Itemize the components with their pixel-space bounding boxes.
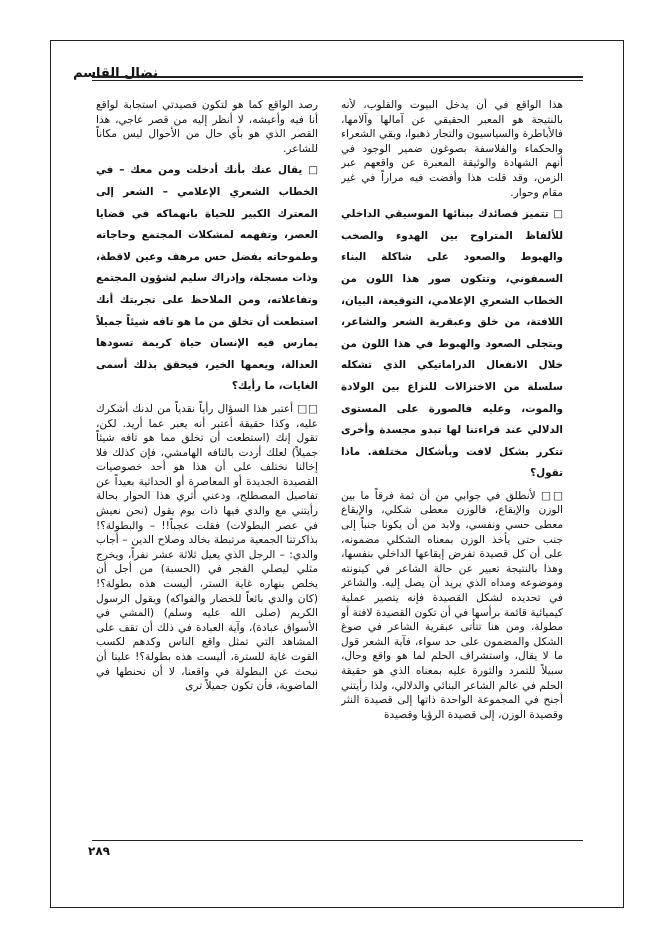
header-rule (92, 76, 583, 78)
paragraph: هذا الواقع في أن يدخل البيوت والقلوب، لأنه بالنتيجة هو المعبر الحقيقي عن آمالها وآلامها، فالأباطرة والسياسيون والتجار ذهبوا، وبقي الشعراء والحكماء والفلاسفة بصوغون ضمير الوجود في أنهم الشهادة والوثيقة المعبرة عن واقعهم عبر الزمن، وقد قلت هذا وأفضت فيه مراراً في غير مقام وحوار. (341, 99, 563, 199)
paragraph: □□ لأنطلق في جوابي من أن ثمة فرقاً ما بين الوزن والإيقاع، فالوزن معطى شكلي، والإيقاع معطى حسي ونفسي، ولابد من أن يكونا جنباً إلى جنب حتى يأخذ الوزن بمعناه الشكلي مضمونه، على أن كل قصيدة تفرض إيقاعها الداخلي بنفسها، وهذا بالنتيجة تعبير عن حالة الشاعر في كينونته وموضوعه ومداه الذي يريد أن يصل إليه. والشاعر في تحديده لشكل القصيدة فإنه يتصير عملية كيميائية قائمة برأسها في أن تكون القصيدة لافتة أو مطولة، ومن هنا تتأتى عبقرية الشاعر في صوغ الشكل والمضمون على حد سواء، فآية الشعر قول ما لا يقال، واستشراف الحلم لما هو واقع وحال، سبيلاً للتمرد والثورة عليه بمعناه الذي هو حقيقة الحلم في عالم الشاعر البنائي والدلالي، ولذا رأيتني أجنح في المجموعة الواحدة ذاتها إلى قصيدة النثر وقصيدة الوزن، إلى قصيدة الرؤيا وقصيدة (341, 489, 563, 721)
interview-question: □ يقال عنك بأنك أدخلت ومن معك – في الخطاب الشعري الإعلامي – الشعر إلى المعترك الكبير للحياة بانهماكه في قضايا العصر، وتفهمه لمشكلات المجتمع وحاجاته وطموحاته بفضل حس مرهف وعين لاقطة، وذات مسجلة، وإدراك سليم لشؤون المجتمع وتفاعلاته، ومن الملاحظ على تجربتك أنك استطعت أن تخلق من ما هو تافه شيئاً جميلاً يمارس فيه الإنسان حياة كريمة تسودها العدالة، ويعمها الخير، فيحقق بذلك أسمى الغايات، ما رأيك؟ (96, 164, 318, 393)
left-column (96, 98, 318, 828)
page-number: ٢٨٩ (88, 844, 110, 858)
interview-question: □ تتميز قصائدك ببنائها الموسيقي الداخلي للألفاظ المتراوح بين الهدوء والصخب والهبوط والصعود على شاكلة البناء السمفوني، وتتكون صور هذا اللون من الخطاب الشعري الإعلامي، التوقيعة، البيان، اللافتة، من خلق وعبقرية الشعر والشاعر، ويتجلى الصعود والهبوط في هذا اللون من خلال الانفعال الدراماتيكي الذي تشكله سلسلة من الاختزالات للنزاع بين الولادة والموت، وعليه فالصورة على المستوى الدلالي عند قراءتنا لها تبدو مجسدة وأخرى تتكرر بشكل لافت وبأشكال مختلفة. ماذا تقول؟ (341, 208, 563, 480)
footer-rule (92, 840, 583, 841)
paragraph: رصد الواقع كما هو لتكون قصيدتي استجابة لواقع أنا فيه وأعيشه، لا أنظر إليه من قصر عاجي، هذا القصر الذي هو بأي حال من الأحوال ليس مكاناً للشاعر. (96, 99, 318, 155)
header-rule-thin (92, 80, 583, 81)
running-header-author: نضال القاسم (73, 66, 158, 81)
right-column (341, 98, 563, 828)
paragraph: □□ أعتبر هذا السؤال رأياً نقدياً من لدنك أشكرك عليه، وكذا حقيقة أعتبر أنه يعبر عما أريد. لكن، تقول إنك (استطعت أن تخلق مما هو تافه شيئاً جميلاً) لعلك أردت بالتافه الهامشي، فإن كذلك فلا إخالنا نختلف على أن هذا هو أحد خصوصيات القصيدة الجديدة أو المعاصرة أو الحداثية بعيداً عن تفاصيل المصطلح، ودعني أثري هذا الحوار بحالة رأيتني مع والدي فيها ذات يوم يقول (نحن نعيش في عصر البطولات) فقلت عجباً!! – والبطولة؟! بذاكرتنا الجمعية مرتبطة بخالد وصلاح الدين – أجاب والدي: – الرجل الذي يعيل ثلاثة عشر نفراً، ويخرج مثلي ليصلي الفجر في (الحسبة) من أجل أن يخلص بنهاره غاية الستر، أليست هذه بطولة؟! (كان والدي بائعاً للخضار والفواكه) ويقول الرسول الكريم (صلى الله عليه وسلم) (المشي في الأسواق عبادة)، وآية العبادة في ذلك أن تقف على المشاهد التي تمثل واقع الناس وكدهم لكسب القوت غاية للسترة، أليست هذه بطولة؟! علينا أن نبحث عن البطولة في واقعنا، لا أن نحنطها في الماضوية، فأن تكون جميلاً ترى (96, 402, 318, 693)
